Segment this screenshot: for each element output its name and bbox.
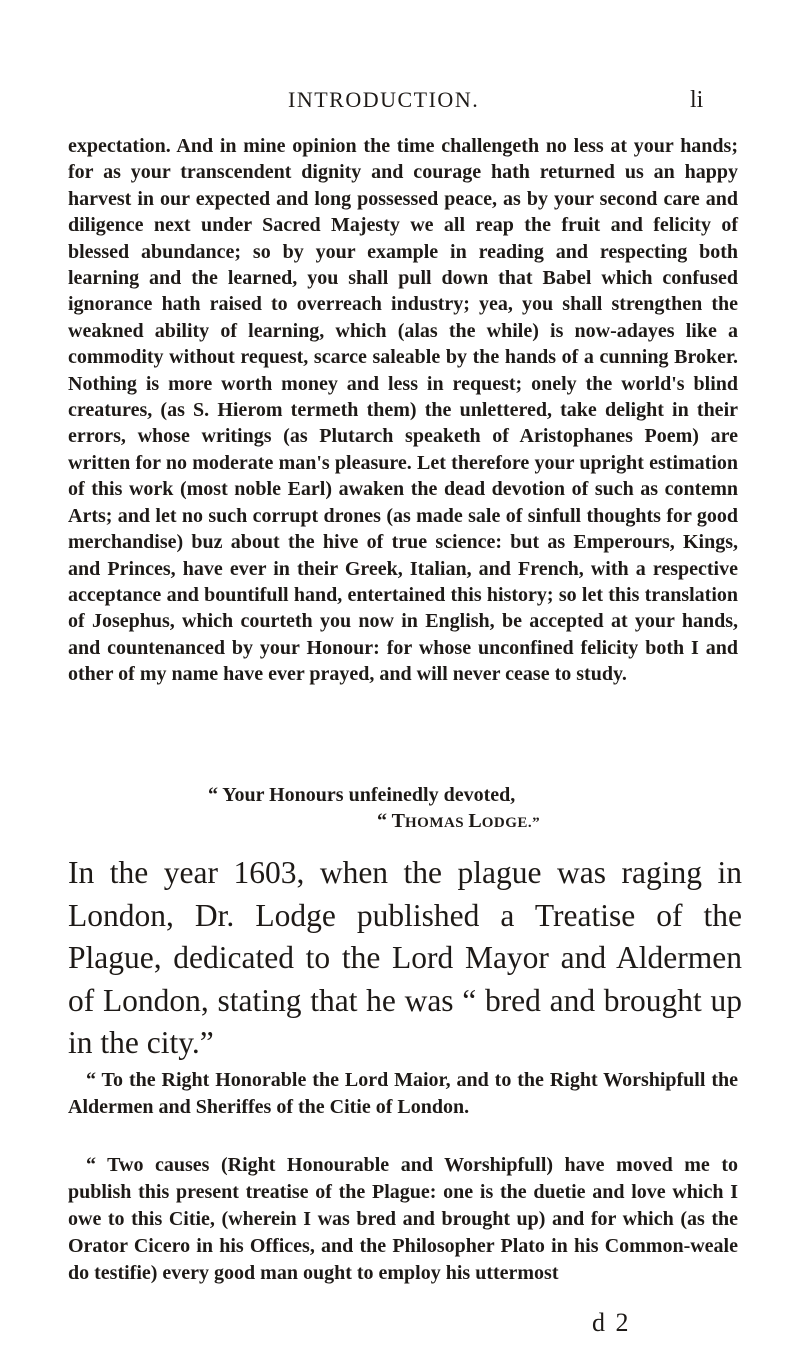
letter-closing: “ Your Honours unfeinedly devoted,	[208, 784, 516, 806]
letter-paragraph	[68, 133, 738, 688]
page-number: li	[690, 87, 704, 113]
narrative-paragraph: In the year 1603, when the plague was raging in London, Dr. Lodge published a Treatise of the Plague, dedicated to the Lord Mayor and Aldermen of London, stating that he was “ bred and brought up in the city.”	[68, 855, 742, 1060]
signature-mark: d 2	[592, 1308, 631, 1337]
signature-first-name-rest: HOMAS	[404, 815, 469, 831]
signature-initial-first: T	[391, 810, 405, 832]
preface-paragraph	[68, 1152, 738, 1287]
signature-last-name-rest: ODGE.”	[481, 815, 541, 831]
preface-text: “ Two causes (Right Honourable and Worshipfull) have moved me to publish this present treatise of the Plague: one is the duetie and love which I owe to this Citie, (wherein I was bred and brought up) and for which (as the Orator Cicero in his Offices, and the Philosopher Plato in his Common-weale do testifie) every good man ought to employ his uttermost	[68, 1154, 738, 1284]
letter-signature	[377, 808, 540, 836]
dedication-paragraph	[68, 1067, 738, 1121]
running-title: INTRODUCTION.	[288, 87, 480, 112]
signature-initial-last: L	[468, 810, 482, 832]
letter-body: expectation. And in mine opinion the time challengeth no less at your hands; for as your transcendent dignity and courage hath returned us an happy harvest in our expected and long possessed peace, as by your second care and diligence next under Sacred Majesty we all reap the fruit and felicity of blessed abundance; so by your example in reading and respecting both learning and the learned, you shall pull down that Babel which confused ignorance hath raised to overreach industry; yea, you shall strengthen the weakned ability of learning, which (alas the while) is now-adayes like a commodity without request, scarce saleable by the hands of a cunning Broker. Nothing is more worth money and less in request; onely the world's blind creatures, (as S. Hierom termeth them) the unlettered, take delight in their errors, whose writings (as Plutarch speaketh of Aristophanes Poem) are written for no moderate man's pleasure. Let therefore your upright estimation of this work (most noble Earl) awaken the dead devotion of such as contemn Arts; and let no such corrupt drones (as made sale of sinfull thoughts for good merchandise) buz about the hive of true science: but as Emperours, Kings, and Princes, have ever in their Greek, Italian, and French, with a respective acceptance and bountifull hand, entertained this history; so let this translation of Josephus, which courteth you now in English, be accepted at your hands, and countenanced by your Honour: for whose unconfined felicity both I and other of my name have ever prayed, and will never cease to study.	[68, 135, 738, 686]
dedication-text: “ To the Right Honorable the Lord Maior, and to the Right Worshipfull the Aldermen and Sheriffes of the Citie of London.	[68, 1069, 738, 1118]
signature-open-quote: “	[377, 810, 392, 832]
running-header	[0, 80, 800, 120]
